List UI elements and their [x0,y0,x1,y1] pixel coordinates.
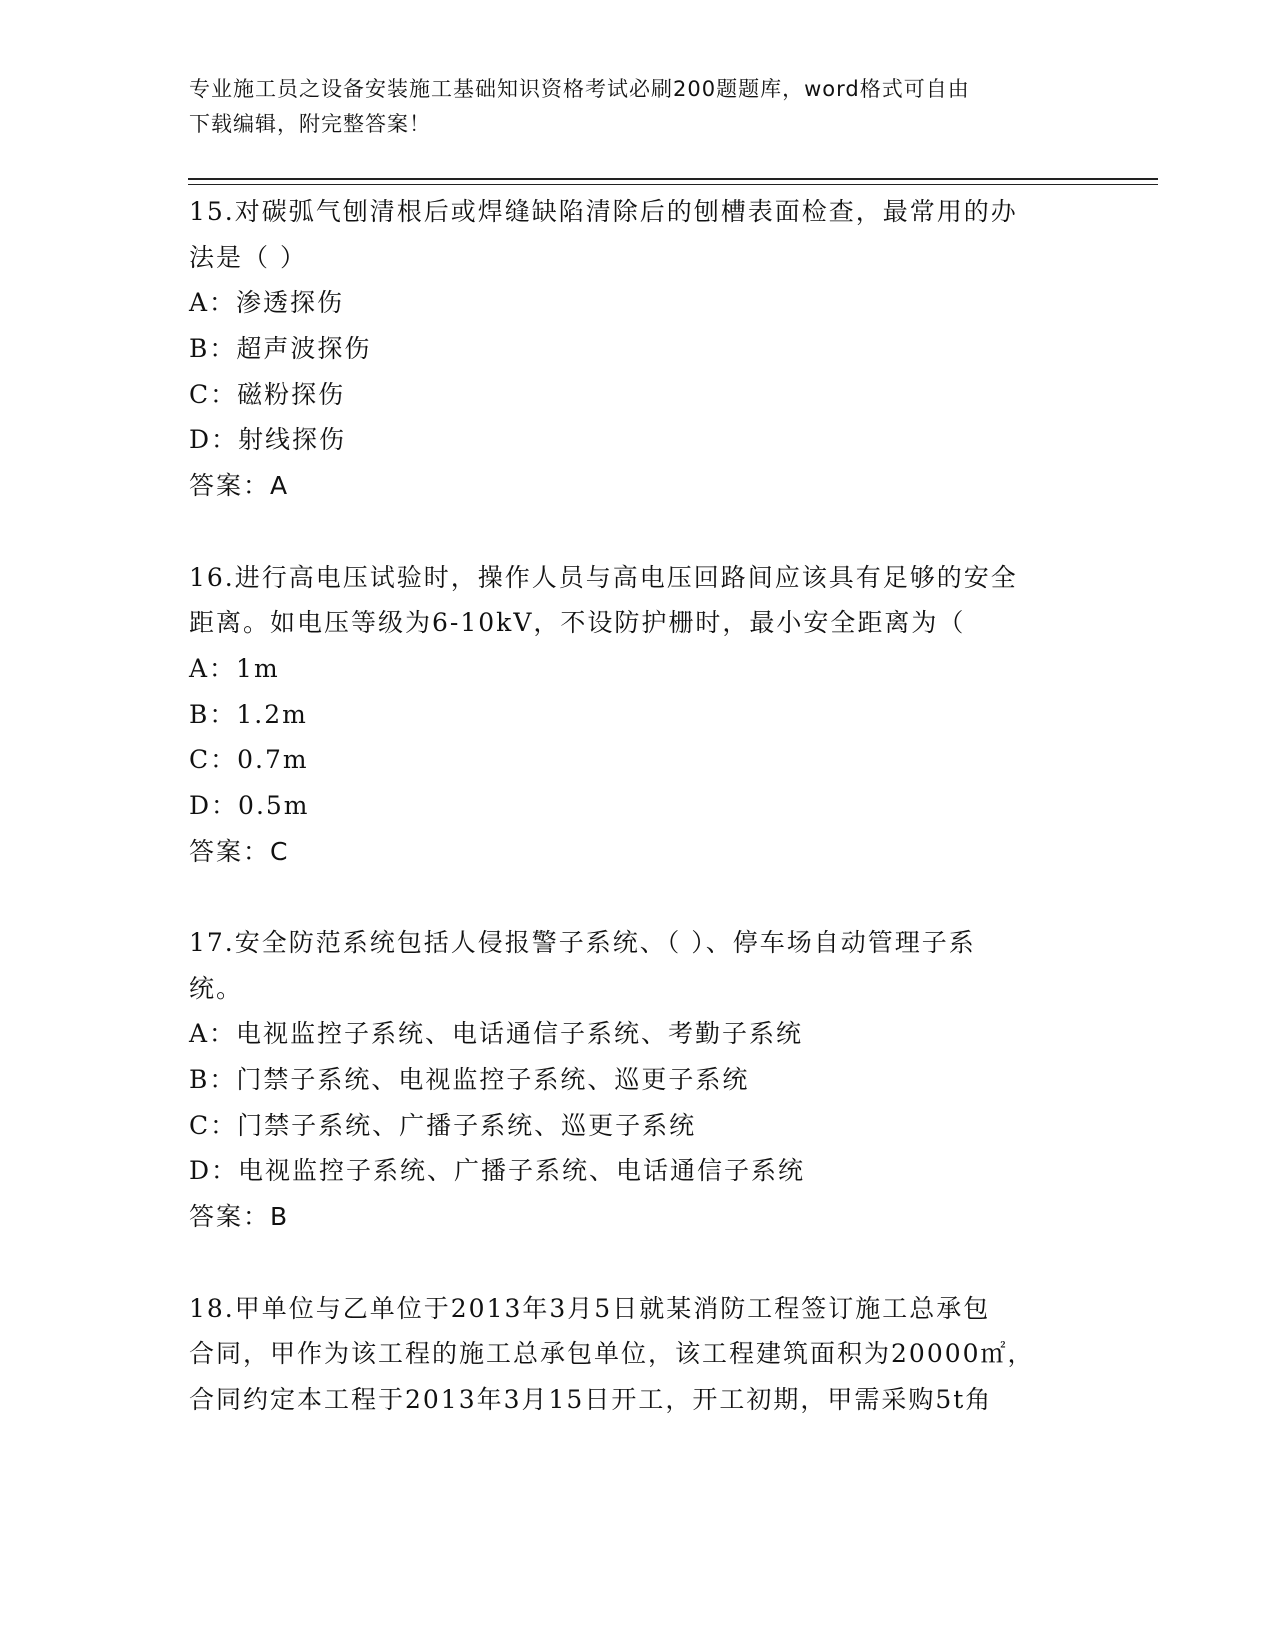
question-15-stem-line-1: 15.对碳弧气刨清根后或焊缝缺陷清除后的刨槽表面检查，最常用的办 [189,197,1018,226]
document-header [189,72,1089,142]
question-17-stem-line-1: 17.安全防范系统包括人侵报警子系统、（ ）、停车场自动管理子系 [189,928,976,957]
header-rule-thick [188,178,1158,180]
question-15-option-d: D：射线探伤 [189,425,347,455]
question-16-stem-line-2: 距离。如电压等级为6-10kV，不设防护栅时，最小安全距离为（ [189,608,966,638]
header-rule-thin [188,184,1158,185]
question-18 [189,1286,1149,1423]
question-16-option-b: B：1.2m [189,699,308,729]
question-17-option-d: D：电视监控子系统、广播子系统、电话通信子系统 [189,1156,806,1186]
question-15-stem-line-2: 法是（ ） [189,242,307,272]
question-18-stem-line-1: 18.甲单位与乙单位于2013年3月5日就某消防工程签订施工总承包 [189,1293,991,1323]
question-16-option-a: A：1m [189,653,280,683]
question-spacer [189,509,1149,555]
question-17-option-b: B：门禁子系统、电视监控子系统、巡更子系统 [189,1065,750,1095]
question-17 [189,920,1149,1240]
question-17-stem-line-2: 统。 [189,973,244,1003]
question-list [189,189,1149,1423]
question-17-option-a: A：电视监控子系统、电话通信子系统、考勤子系统 [189,1019,804,1049]
question-18-stem-line-3: 合同约定本工程于2013年3月15日开工，开工初期，甲需采购5t角 [189,1384,993,1414]
question-16 [189,555,1149,875]
question-15 [189,189,1149,509]
question-18-stem-line-2: 合同，甲作为该工程的施工总承包单位，该工程建筑面积为20000㎡， [189,1339,1035,1369]
question-17-answer: 答案：B [189,1202,290,1232]
question-15-option-c: C：磁粉探伤 [189,379,346,409]
header-line-1: 专业施工员之设备安装施工基础知识资格考试必刷200题题库，word格式可自由 [189,77,970,101]
question-17-option-c: C：门禁子系统、广播子系统、巡更子系统 [189,1110,697,1140]
question-15-answer: 答案：A [189,471,290,501]
question-16-option-c: C：0.7m [189,745,309,775]
question-15-option-a: A：渗透探伤 [189,288,345,318]
question-16-answer: 答案：C [189,836,290,866]
question-15-option-b: B：超声波探伤 [189,334,372,364]
question-spacer [189,874,1149,920]
question-16-stem-line-1: 16.进行高电压试验时，操作人员与高电压回路间应该具有足够的安全 [189,562,1018,592]
question-16-option-d: D：0.5m [189,790,310,820]
header-line-2: 下载编辑，附完整答案！ [189,112,431,136]
question-spacer [189,1240,1149,1286]
